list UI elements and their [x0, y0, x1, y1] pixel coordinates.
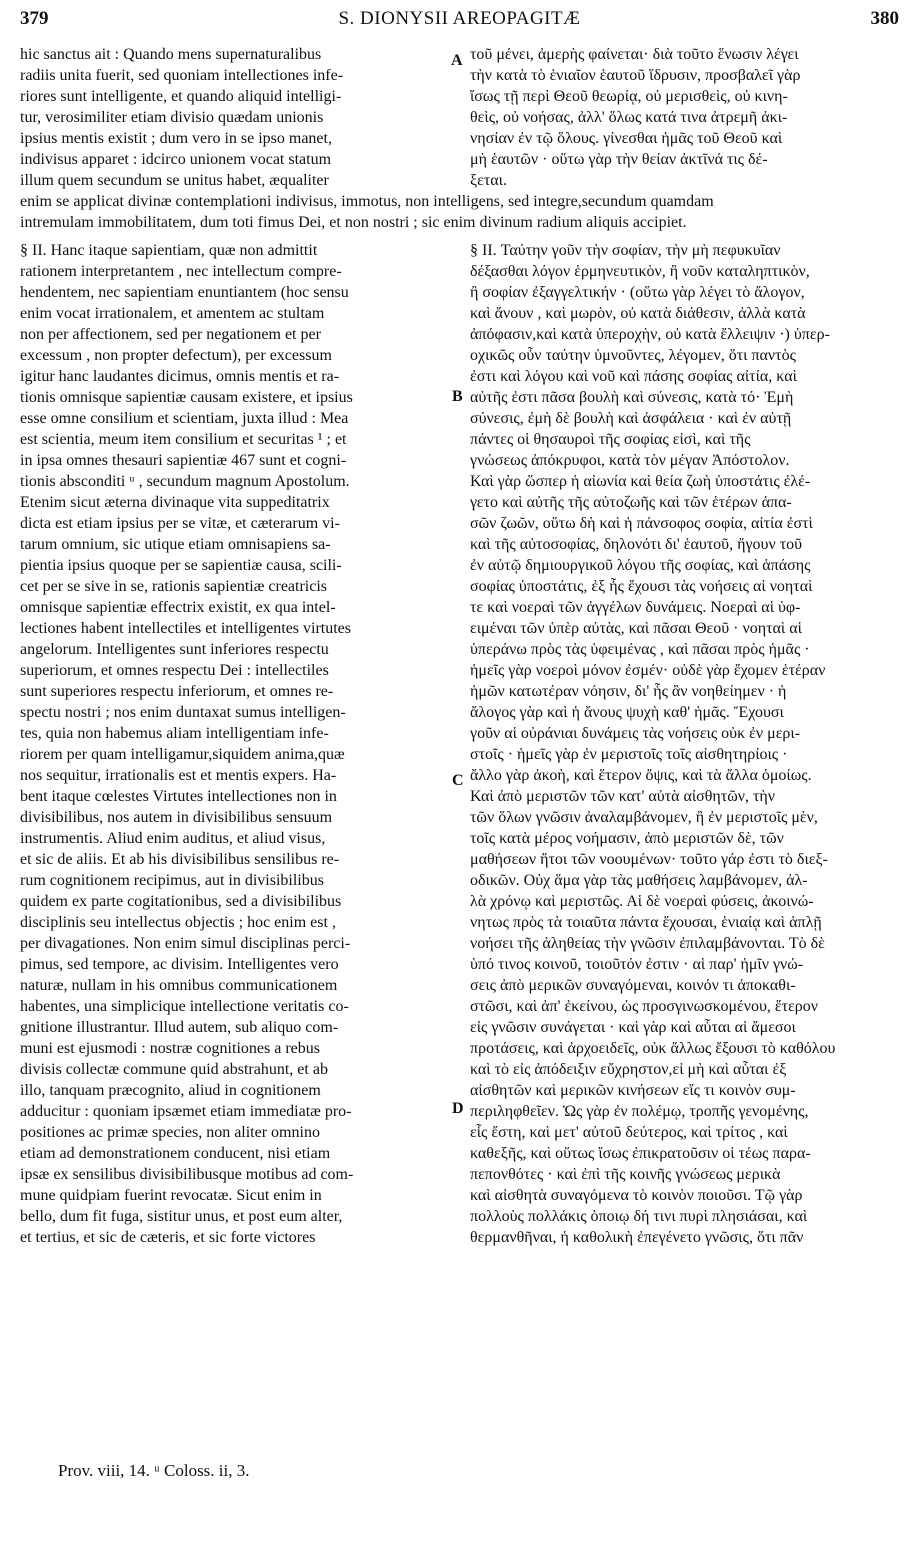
text-line: προτάσεις, καὶ ἀρχοειδεῖς, οὐκ ἄλλως ἔξουσι τὸ καθόλου	[470, 1040, 836, 1057]
text-line: omnisque sapientiæ effectrix existit, ex qua intel-	[20, 599, 336, 616]
text-line: τοῦ μένει, ἀμερὴς φαίνεται· διὰ τοῦτο ἕνωσιν λέγει	[470, 46, 799, 63]
greek-column-top	[470, 44, 900, 191]
text-line: hic sanctus ait : Quando mens supernaturalibus	[20, 46, 322, 63]
text-line: σῶν ζωῶν, οὕτω δὴ καὶ ἡ πάνσοφος σοφία, αἰτία ἐστὶ	[470, 515, 813, 532]
text-line: tarum omnium, sic utique etiam omnisapiens sa-	[20, 536, 331, 553]
text-line: quidem ex parte cogitationibus, sed a divisibilibus	[20, 893, 342, 910]
text-line: νησίαν ἐν τῷ ὅλους. γίνεσθαι ἡμᾶς τοῦ Θεοῦ καὶ	[470, 130, 783, 147]
latin-column-main	[20, 240, 450, 1248]
text-line: Καὶ γὰρ ὥσπερ ἡ αἰωνία καὶ θεία ζωὴ ὑποστάτις ἐλέ-	[470, 473, 811, 490]
text-line: καθεξῆς, καὶ οὕτως ἴσως ἐπικρατοῦσιν οἱ τέως παρα-	[470, 1145, 811, 1162]
text-line: αὐτῆς ἐστι πᾶσα βουλὴ καὶ σύνεσις, κατὰ τό· Ἐμὴ	[470, 389, 794, 406]
text-line: illo, tanquam præcognito, aliud in cognitionem	[20, 1082, 321, 1099]
text-line: γετο καὶ αὐτῆς τῆς αὐτοζωῆς καὶ τῶν ἑτέρων ἁπα-	[470, 494, 792, 511]
text-line: lectiones habent intellectiles et intelligentes virtutes	[20, 620, 352, 637]
text-line: riorem per quam intelligamur,siquidem anima,quæ	[20, 746, 345, 763]
text-line: disciplinis seu intellectus objectis ; hoc enim est ,	[20, 914, 336, 931]
text-line: ὑπό τινος κοινοῦ, τοιοῦτόν ἐστιν · αἱ παρ' ἡμῖν γνώ-	[470, 956, 804, 973]
text-line: superiorum, et omnes respectu Dei : intellectiles	[20, 662, 329, 679]
page-number-right: 380	[870, 8, 899, 29]
text-line: cet per se sive in se, rationis sapientiæ creatricis	[20, 578, 328, 595]
text-line: περιληφθεῖεν. Ὡς γὰρ ἐν πολέμῳ, τροπῆς γενομένης,	[470, 1103, 809, 1120]
running-header	[20, 8, 899, 34]
text-line: adducitur : quoniam ipsæmet etiam immediatæ pro-	[20, 1103, 352, 1120]
text-line: sunt superiores respectu inferiorum, et omnes re-	[20, 683, 334, 700]
text-line: habentes, una simplicique intellectione veritatis co-	[20, 998, 349, 1015]
text-line: δέξασθαι λόγον ἑρμηνευτικὸν, ἢ νοῦν καταληπτικὸν,	[470, 263, 810, 280]
text-line: ἢ σοφίαν ἐξαγγελτικήν · (οὕτω γὰρ λέγει τὸ ἄλογον,	[470, 284, 805, 301]
text-line: § II. Ταύτην γοῦν τὴν σοφίαν, τὴν μὴ πεφυκυῖαν	[470, 242, 781, 259]
text-line: instrumentis. Aliud enim auditus, et aliud visus,	[20, 830, 326, 847]
text-line: νοήσει τῆς ἀληθείας τὴν γνῶσιν ἐπιλαμβάνονται. Τὸ δὲ	[470, 935, 825, 952]
text-line: ἄλλο γὰρ ἀκοὴ, καὶ ἕτερον ὄψις, καὶ τὰ ἄλλα ὁμοίως.	[470, 767, 812, 784]
text-line: spectu nostri ; nos enim duntaxat sumus intelligen-	[20, 704, 346, 721]
text-line: angelorum. Intelligentes sunt inferiores respectu	[20, 641, 329, 658]
text-line: Καὶ ἀπὸ μεριστῶν τῶν κατ' αὐτὰ αἰσθητῶν, τὴν	[470, 788, 776, 805]
text-line: λὰ χρόνῳ καὶ μεριστῶς. Αἱ δὲ νοεραὶ φύσεις, ἀκοινώ-	[470, 893, 814, 910]
margin-marker-b: B	[452, 388, 463, 405]
text-line: per divagationes. Non enim simul disciplinas perci-	[20, 935, 351, 952]
text-line: ἀπόφασιν,καὶ κατὰ ὑπεροχὴν, οὐ κατὰ ἔλλειψιν ·) ὑπερ-	[470, 326, 830, 343]
text-line: illum quem secundum se unitus habet, æqualiter	[20, 172, 329, 189]
text-line: gnitione illustrantur. Illud autem, sub aliquo com-	[20, 1019, 339, 1036]
text-line: τῶν ὅλων γνῶσιν ἀναλαμβάνομεν, ἢ ἐν μεριστοῖς μὲν,	[470, 809, 818, 826]
text-line: μὴ ἑαυτῶν · οὕτω γὰρ τὴν θείαν ἀκτῖνά τις δέ-	[470, 151, 768, 168]
text-line: mune quidpiam fuerint revocatæ. Sicut enim in	[20, 1187, 322, 1204]
text-line: οχικῶς οὖν ταύτην ὑμνοῦντες, λέγομεν, ὅτι παντὸς	[470, 347, 796, 364]
text-line: γνώσεως ἀπόκρυφοι, κατὰ τὸν μέγαν Ἀπόστολον.	[470, 452, 790, 469]
text-line: ἐστι καὶ λόγου καὶ νοῦ καὶ πάσης σοφίας αἰτία, καὶ	[470, 368, 797, 385]
text-line: ἡμῶν κατωτέραν νόησιν, δι' ἧς ἂν νοηθείημεν · ἡ	[470, 683, 787, 700]
text-line: bent itaque cœlestes Virtutes intellectiones non in	[20, 788, 337, 805]
text-line: γοῦν αἱ οὐράνιαι δυνάμεις τὰς νοήσεις οὐκ ἐν μερι-	[470, 725, 801, 742]
text-line: θερμανθῆναι, ἡ καθολικὴ ἐπεγένετο γνῶσις, ὅτι πᾶν	[470, 1229, 804, 1246]
text-line: εἰς γνῶσιν συνάγεται · καὶ γὰρ καὶ αὗται αἱ ἄμεσοι	[470, 1019, 796, 1036]
text-line: τὴν κατὰ τὸ ἑνιαῖον ἑαυτοῦ ἵδρυσιν, προσβαλεῖ γὰρ	[470, 67, 801, 84]
text-line: est scientia, meum item consilium et securitas ¹ ; et	[20, 431, 347, 448]
text-line: ἄλογος γὰρ καὶ ἡ ἄνους ψυχὴ καθ' ἡμᾶς. Ἔχουσι	[470, 704, 784, 721]
text-line: tionis omnisque sapientiæ causam existere, et ipsius	[20, 389, 353, 406]
text-line: μαθήσεων ἤτοι τῶν νοουμένων· τοῦτο γάρ ἐστι τὸ διεξ-	[470, 851, 828, 868]
text-line: ξεται.	[470, 172, 507, 189]
running-title: S. DIONYSII AREOPAGITÆ	[338, 8, 581, 29]
text-line: ἡμεῖς γὰρ νοεροὶ μόνον ἐσμέν· οὐδὲ γὰρ ἔχομεν ἑτέραν	[470, 662, 826, 679]
text-line: σοφίας ὑποστάτις, ἐξ ἧς ἔχουσι τὰς νοήσεις αἱ νοηταὶ	[470, 578, 813, 595]
text-line: rationem interpretantem , nec intellectum compre-	[20, 263, 342, 280]
text-line: in ipsa omnes thesauri sapientiæ 467 sunt et cogni-	[20, 452, 347, 469]
text-line: positiones ac primæ species, non aliter omnino	[20, 1124, 320, 1141]
text-line: πεπονθότες · καὶ ἐπὶ τῆς κοινῆς γνώσεως μερικὰ	[470, 1166, 781, 1183]
text-line: καὶ τὸ εἰς ἀπόδειξιν εὔχρηστον,εἰ μὴ καὶ αὗται ἐξ	[470, 1061, 787, 1078]
page-number-left: 379	[20, 8, 49, 29]
margin-marker-c: C	[452, 772, 464, 789]
text-line: πάντες οἱ θησαυροὶ τῆς σοφίας εἰσὶ, καὶ τῆς	[470, 431, 751, 448]
text-line: σύνεσις, ἐμὴ δὲ βουλὴ καὶ ἀσφάλεια · καὶ ἐν αὐτῇ	[470, 410, 792, 427]
text-line: τοῖς κατὰ μέρος νοήμασιν, ἀπὸ μεριστῶν δὲ, τῶν	[470, 830, 784, 847]
text-line: rum cognitionem recipimus, aut in divisibilibus	[20, 872, 324, 889]
greek-column-main	[470, 240, 900, 1248]
text-line: Etenim sicut æterna divinaque vita suppeditatrix	[20, 494, 330, 511]
text-line: καὶ αἰσθητὰ συναγόμενα τὸ κοινὸν ποιοῦσι. Τῷ γὰρ	[470, 1187, 803, 1204]
text-line: non per affectionem, sed per negationem et per	[20, 326, 321, 343]
text-line: καὶ ἄνουν , καὶ μωρὸν, οὐ κατὰ διάθεσιν, ἀλλὰ κατὰ	[470, 305, 806, 322]
text-line: θεὶς, οὐ νοήσας, ἀλλ' ὅλως κατά τινα ἀτρεμῆ ἀκι-	[470, 109, 788, 126]
margin-marker-a: A	[451, 52, 463, 69]
text-line: νητως πρὸς τὰ τοιαῦτα πάντα ἔχουσαι, ἑνιαίᾳ καὶ ἁπλῇ	[470, 914, 822, 931]
text-line: ἐν αὐτῷ δημιουργικοῦ λόγου τῆς σοφίας, καὶ ἁπάσης	[470, 557, 811, 574]
text-line: naturæ, nullam in his omnibus communicationem	[20, 977, 338, 994]
text-line: οδικῶν. Οὐχ ἅμα γὰρ τὰς μαθήσεις λαμβάνομεν, ἀλ-	[470, 872, 808, 889]
text-line: πολλοὺς πολλάκις ὁποιῳ δή τινι πυρὶ πλησιάσαι, καὶ	[470, 1208, 808, 1225]
full-width-lines	[20, 191, 900, 233]
text-line: indivisus apparet : idcirco unionem vocat statum	[20, 151, 332, 168]
text-line: § II. Hanc itaque sapientiam, quæ non admittit	[20, 242, 318, 259]
text-line: dicta est etiam ipsius per se vitæ, et cæterarum vi-	[20, 515, 340, 532]
text-line: στοῖς · ἡμεῖς γὰρ ἐν μεριστοῖς τοῖς αἰσθητηρίοις ·	[470, 746, 788, 763]
text-line: enim vocat irrationalem, et amentem ac stultam	[20, 305, 325, 322]
latin-column-top	[20, 44, 450, 191]
text-line: τε καὶ νοεραὶ τῶν ἀγγέλων δυνάμεις. Νοεραὶ αἱ ὑφ-	[470, 599, 801, 616]
text-line: tur, verosimiliter etiam divisio quædam unionis	[20, 109, 324, 126]
text-line: αἰσθητῶν καὶ μερικῶν κινήσεων εἴς τι κοινὸν συμ-	[470, 1082, 796, 1099]
text-line: et sic de aliis. Et ab his divisibilibus sensilibus re-	[20, 851, 340, 868]
text-line: pientia ipsius quoque per se sapientiæ causa, scili-	[20, 557, 342, 574]
text-line: ipsæ ex sensilibus divisibilibusque motibus ad com-	[20, 1166, 354, 1183]
text-line: bello, dum fit fuga, sistitur unus, et post eum alter,	[20, 1208, 343, 1225]
text-line: ipsius mentis existit ; dum vero in se ipso manet,	[20, 130, 332, 147]
text-line: ἴσως τῇ περὶ Θεοῦ θεωρίᾳ, οὐ μερισθεὶς, οὐ κινη-	[470, 88, 788, 105]
text-line: στῶσι, καὶ ἀπ' ἐκείνου, ὡς προσγινωσκομένου, ἕτερον	[470, 998, 818, 1015]
text-line: pimus, sed tempore, ac divisim. Intelligentes vero	[20, 956, 339, 973]
text-line: σεις ἀπὸ μερικῶν συναγόμεναι, κοινόν τι ἀποκαθι-	[470, 977, 796, 994]
text-line: enim se applicat divinæ contemplationi indivisus, immotus, non intelligens, sed integre,secundum quamdam	[20, 193, 714, 210]
text-line: καὶ τῆς αὐτοσοφίας, δηλονότι δι' ἑαυτοῦ, ἤγουν τοῦ	[470, 536, 803, 553]
text-line: ὑπεράνω πρὸς τὰς ὑφειμένας , καὶ πᾶσαι πρὸς ἡμᾶς ·	[470, 641, 810, 658]
text-line: etiam ad demonstrationem conducent, nisi etiam	[20, 1145, 331, 1162]
text-line: hendentem, nec sapientiam enuntiantem (hoc sensu	[20, 284, 349, 301]
text-line: radiis unita fuerit, sed quoniam intellectiones infe-	[20, 67, 344, 84]
text-line: excessum , non propter defectum), per excessum	[20, 347, 332, 364]
text-line: esse omne consilium et scientiam, juxta illud : Mea	[20, 410, 349, 427]
text-line: divisis collectæ commune quid abstrahunt, et ab	[20, 1061, 328, 1078]
text-line: εἷς ἔστη, καὶ μετ' αὐτοῦ δεύτερος, καὶ τρίτος , καὶ	[470, 1124, 788, 1141]
margin-marker-d: D	[452, 1100, 464, 1117]
footnotes: Prov. viii, 14. ᵘ Coloss. ii, 3.	[58, 1461, 250, 1480]
text-line: nos sequitur, irrationalis est et mentis expers. Ha-	[20, 767, 337, 784]
text-line: ειμέναι τῶν ὑπὲρ αὐτὰς, καὶ πᾶσαι Θεοῦ · νοηταὶ αἱ	[470, 620, 802, 637]
text-line: divisibilibus, nos autem in divisibilibus sensuum	[20, 809, 333, 826]
text-line: riores sunt intelligente, et quando aliquid intelligi-	[20, 88, 342, 105]
text-line: muni est ejusmodi : nostræ cognitiones a rebus	[20, 1040, 320, 1057]
text-line: et tertius, et sic de cæteris, et sic forte victores	[20, 1229, 316, 1246]
text-line: tes, quia non habemus aliam intelligentiam infe-	[20, 725, 329, 742]
text-line: igitur hanc laudantes dicimus, omnis mentis et ra-	[20, 368, 340, 385]
text-line: intremulam immobilitatem, dum toti fimus Dei, et non nostri ; sic enim divinum radium aliquis accipiet.	[20, 214, 687, 231]
text-line: tionis absconditi ᵘ , secundum magnum Apostolum.	[20, 473, 350, 490]
